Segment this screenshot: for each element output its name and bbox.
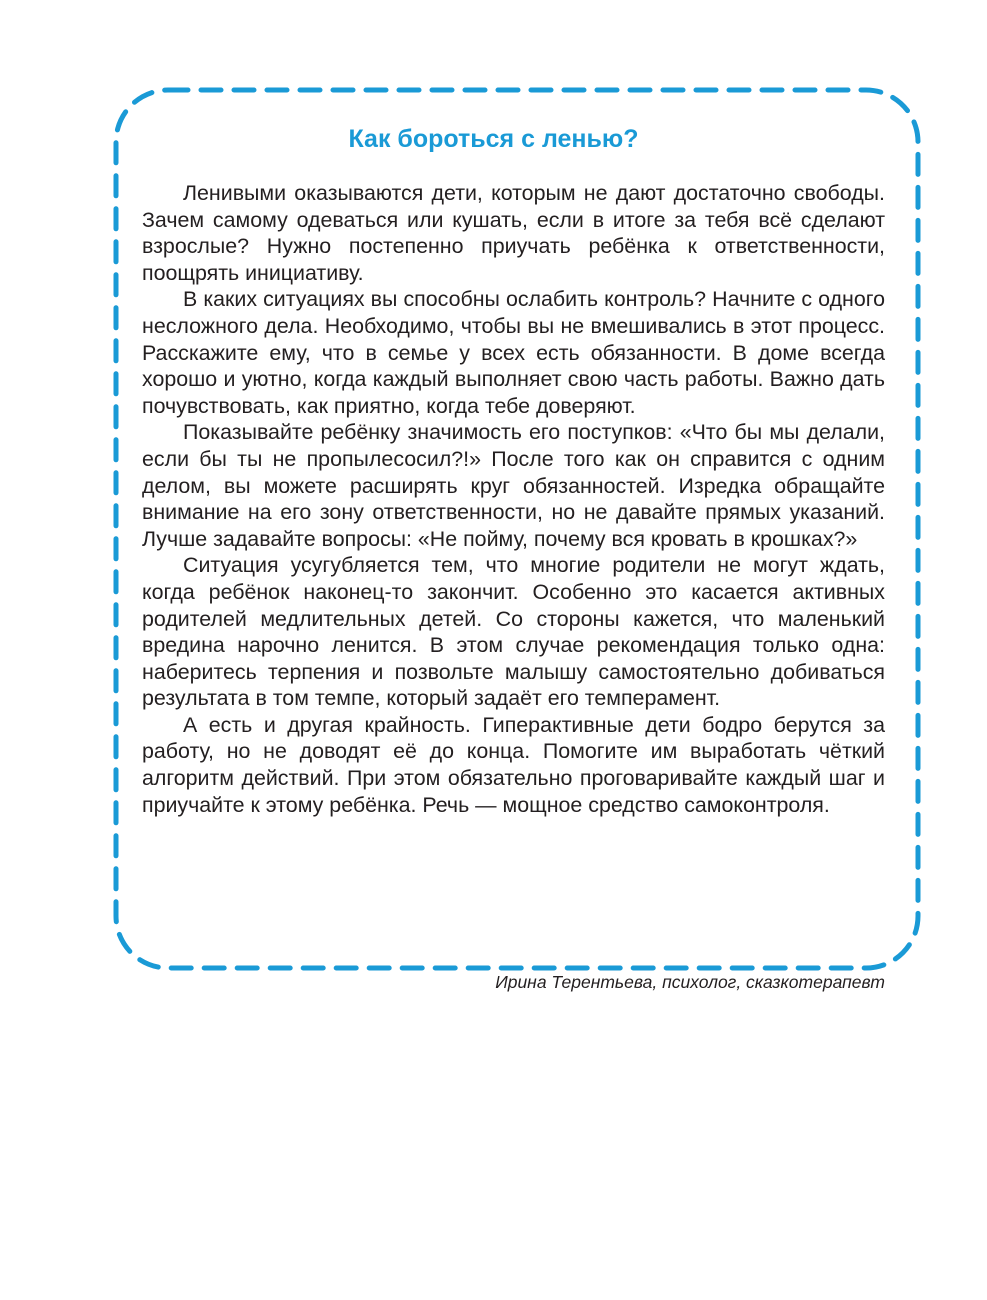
paragraph: В каких ситуациях вы способны ослабить контроль? Начните с одного несложного дела. Необходимо, чтобы вы не вмешивались в этот процесс. Расскажите ему, что в семье у всех есть обязанности. В доме всегда хорошо и уютно, когда каждый выполняет свою часть работы. Важно дать почувствовать, как приятно, когда тебе доверяют.	[142, 287, 885, 418]
paragraph: Ситуация усугубляется тем, что многие родители не могут ждать, когда ребёнок наконец-то закончит. Особенно это касается активных родителей медлительных детей. Со стороны кажется, что маленький вредина нарочно ленится. В этом случае рекомендация только одна: наберитесь терпения и позвольте малышу самостоятельно добиваться результата в том темпе, который задаёт его темперамент.	[142, 553, 885, 711]
paragraph: Показывайте ребёнку значимость его поступков: «Что бы мы делали, если бы ты не пропылесосил?!» После того как он справится с одним делом, вы можете расширять круг обязанностей. Изредка обращайте внимание на его зону ответственности, но не давайте прямых указаний. Лучше задавайте вопросы: «Не пойму, почему вся кровать в крошках?»	[142, 420, 885, 551]
paragraph: Ленивыми оказываются дети, которым не дают достаточно свободы. Зачем самому одеваться или кушать, если в итоге за тебя всё сделают взрослые? Нужно постепенно приучать ребёнка к ответственности, поощрять инициативу.	[142, 181, 885, 285]
article-body	[142, 180, 885, 818]
author-byline: Ирина Терентьева, психолог, сказкотерапевт	[495, 972, 885, 992]
paragraph: А есть и другая крайность. Гиперактивные дети бодро берутся за работу, но не доводят её до конца. Помогите им выработать чёткий алгоритм действий. При этом обязательно проговаривайте каждый шаг и приучайте к этому ребёнка. Речь — мощное средство самоконтроля.	[142, 712, 885, 817]
page-title: Как бороться с ленью?	[348, 125, 639, 153]
